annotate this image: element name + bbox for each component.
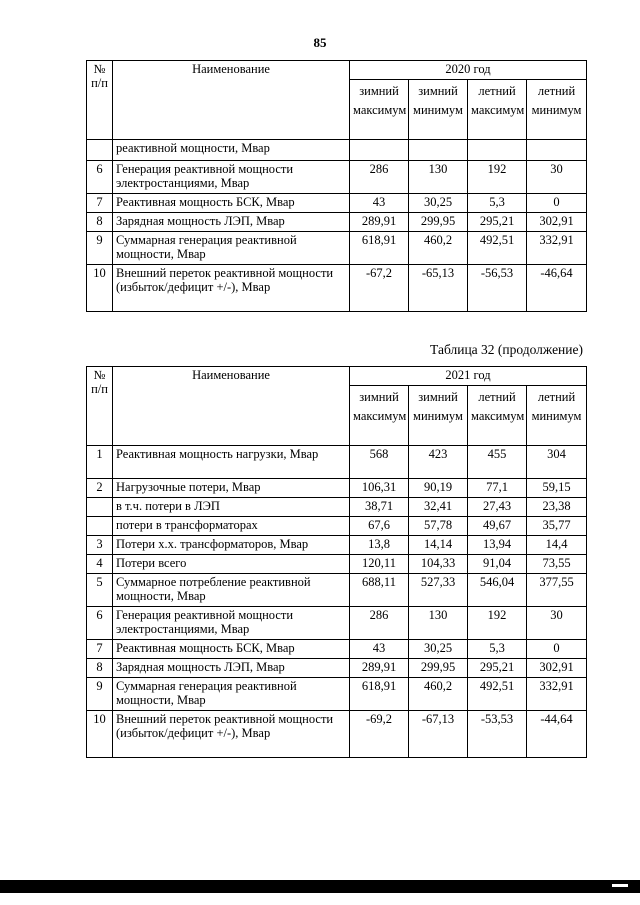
- row-value: 377,55: [527, 574, 587, 607]
- row-value: 527,33: [409, 574, 468, 607]
- row-name: Реактивная мощность БСК, Мвар: [113, 194, 350, 213]
- row-value: 568: [350, 446, 409, 479]
- table-row: [87, 536, 587, 555]
- table-row: [87, 232, 587, 265]
- row-num: 2: [87, 479, 113, 498]
- row-value: 0: [527, 640, 587, 659]
- row-value: 59,15: [527, 479, 587, 498]
- row-value: 104,33: [409, 555, 468, 574]
- table-row: [87, 479, 587, 498]
- row-name: в т.ч. потери в ЛЭП: [113, 498, 350, 517]
- row-value: 13,94: [468, 536, 527, 555]
- row-value: 38,71: [350, 498, 409, 517]
- header-col-3: летний минимум: [527, 386, 587, 446]
- row-value: 332,91: [527, 678, 587, 711]
- header-row: [87, 61, 587, 80]
- header-year: 2020 год: [350, 61, 587, 80]
- row-name: Внешний переток реактивной мощности (избыток/дефицит +/-), Мвар: [113, 711, 350, 758]
- row-name: потери в трансформаторах: [113, 517, 350, 536]
- table-row: [87, 555, 587, 574]
- row-value: 618,91: [350, 678, 409, 711]
- row-value: 618,91: [350, 232, 409, 265]
- row-value: 688,11: [350, 574, 409, 607]
- table-row: [87, 161, 587, 194]
- row-value: 13,8: [350, 536, 409, 555]
- row-name: Зарядная мощность ЛЭП, Мвар: [113, 659, 350, 678]
- row-num: 9: [87, 678, 113, 711]
- row-value: 90,19: [409, 479, 468, 498]
- row-value: 0: [527, 194, 587, 213]
- header-num: № п/п: [87, 61, 113, 140]
- row-value: -67,2: [350, 265, 409, 312]
- table-row: [87, 659, 587, 678]
- reactive-power-table-2021: [86, 366, 587, 758]
- row-value: 304: [527, 446, 587, 479]
- row-value: 302,91: [527, 213, 587, 232]
- row-value: 455: [468, 446, 527, 479]
- table-row: [87, 640, 587, 659]
- row-name: Зарядная мощность ЛЭП, Мвар: [113, 213, 350, 232]
- row-name: Суммарная генерация реактивной мощности, Мвар: [113, 678, 350, 711]
- row-value: 130: [409, 607, 468, 640]
- table-row: [87, 446, 587, 479]
- row-num: 10: [87, 711, 113, 758]
- row-value: -44,64: [527, 711, 587, 758]
- row-value: [409, 140, 468, 161]
- row-value: 14,14: [409, 536, 468, 555]
- row-value: 492,51: [468, 678, 527, 711]
- row-value: 192: [468, 161, 527, 194]
- row-num: 8: [87, 659, 113, 678]
- row-num: 6: [87, 607, 113, 640]
- table-row: [87, 517, 587, 536]
- row-value: 32,41: [409, 498, 468, 517]
- row-name: Генерация реактивной мощности электростанциями, Мвар: [113, 161, 350, 194]
- row-name: Потери всего: [113, 555, 350, 574]
- row-value: 423: [409, 446, 468, 479]
- row-value: 5,3: [468, 194, 527, 213]
- table-caption: Таблица 32 (продолжение): [430, 342, 583, 357]
- row-num: 8: [87, 213, 113, 232]
- row-value: 120,11: [350, 555, 409, 574]
- header-num: № п/п: [87, 367, 113, 446]
- row-num: 1: [87, 446, 113, 479]
- header-name: Наименование: [113, 61, 350, 140]
- table-row: [87, 574, 587, 607]
- row-value: 460,2: [409, 232, 468, 265]
- row-value: 130: [409, 161, 468, 194]
- row-num: 9: [87, 232, 113, 265]
- header-col-1: зимний минимум: [409, 386, 468, 446]
- header-col-3: летний минимум: [527, 80, 587, 140]
- row-value: 27,43: [468, 498, 527, 517]
- table-row: [87, 498, 587, 517]
- row-value: 73,55: [527, 555, 587, 574]
- row-name: Нагрузочные потери, Мвар: [113, 479, 350, 498]
- row-num: [87, 517, 113, 536]
- row-value: 77,1: [468, 479, 527, 498]
- table-row: [87, 607, 587, 640]
- row-value: 57,78: [409, 517, 468, 536]
- row-value: 49,67: [468, 517, 527, 536]
- row-num: [87, 498, 113, 517]
- row-value: -65,13: [409, 265, 468, 312]
- table-row: [87, 265, 587, 312]
- row-value: 295,21: [468, 213, 527, 232]
- row-num: [87, 140, 113, 161]
- row-value: 67,6: [350, 517, 409, 536]
- scan-bottom-bar: [0, 880, 640, 893]
- row-value: -69,2: [350, 711, 409, 758]
- row-value: 43: [350, 640, 409, 659]
- row-value: -67,13: [409, 711, 468, 758]
- row-value: 14,4: [527, 536, 587, 555]
- row-value: 30,25: [409, 194, 468, 213]
- row-value: -53,53: [468, 711, 527, 758]
- row-value: [468, 140, 527, 161]
- table-row: [87, 213, 587, 232]
- row-value: 289,91: [350, 213, 409, 232]
- reactive-power-table-2020: [86, 60, 587, 312]
- table-row: [87, 140, 587, 161]
- scan-mark: [612, 884, 628, 887]
- row-name: Генерация реактивной мощности электростанциями, Мвар: [113, 607, 350, 640]
- page-number: 85: [313, 35, 327, 50]
- row-value: 192: [468, 607, 527, 640]
- row-value: 299,95: [409, 213, 468, 232]
- row-num: 7: [87, 194, 113, 213]
- row-value: [527, 140, 587, 161]
- row-num: 3: [87, 536, 113, 555]
- row-value: 299,95: [409, 659, 468, 678]
- table-row: [87, 194, 587, 213]
- row-value: 30: [527, 161, 587, 194]
- row-value: -46,64: [527, 265, 587, 312]
- row-num: 4: [87, 555, 113, 574]
- row-value: 289,91: [350, 659, 409, 678]
- row-value: -56,53: [468, 265, 527, 312]
- row-num: 10: [87, 265, 113, 312]
- table2-body: [87, 367, 587, 758]
- row-value: 302,91: [527, 659, 587, 678]
- row-name: Суммарная генерация реактивной мощности, Мвар: [113, 232, 350, 265]
- row-value: 460,2: [409, 678, 468, 711]
- row-value: 106,31: [350, 479, 409, 498]
- header-col-1: зимний минимум: [409, 80, 468, 140]
- row-value: 546,04: [468, 574, 527, 607]
- row-value: 295,21: [468, 659, 527, 678]
- row-name: Суммарное потребление реактивной мощности, Мвар: [113, 574, 350, 607]
- row-value: 492,51: [468, 232, 527, 265]
- row-value: 30,25: [409, 640, 468, 659]
- header-year: 2021 год: [350, 367, 587, 386]
- header-col-0: зимний максимум: [350, 80, 409, 140]
- row-value: 23,38: [527, 498, 587, 517]
- header-col-2: летний максимум: [468, 386, 527, 446]
- header-name: Наименование: [113, 367, 350, 446]
- row-name: Внешний переток реактивной мощности (избыток/дефицит +/-), Мвар: [113, 265, 350, 312]
- row-value: 91,04: [468, 555, 527, 574]
- header-row: [87, 367, 587, 386]
- row-name: Потери х.х. трансформаторов, Мвар: [113, 536, 350, 555]
- row-name: Реактивная мощность нагрузки, Мвар: [113, 446, 350, 479]
- table1-body: [87, 61, 587, 312]
- row-value: 286: [350, 161, 409, 194]
- row-value: 35,77: [527, 517, 587, 536]
- row-value: [350, 140, 409, 161]
- row-num: 5: [87, 574, 113, 607]
- row-value: 332,91: [527, 232, 587, 265]
- table-row: [87, 678, 587, 711]
- row-value: 30: [527, 607, 587, 640]
- row-name: реактивной мощности, Мвар: [113, 140, 350, 161]
- header-col-0: зимний максимум: [350, 386, 409, 446]
- row-num: 7: [87, 640, 113, 659]
- row-value: 286: [350, 607, 409, 640]
- row-value: 5,3: [468, 640, 527, 659]
- header-col-2: летний максимум: [468, 80, 527, 140]
- row-value: 43: [350, 194, 409, 213]
- row-name: Реактивная мощность БСК, Мвар: [113, 640, 350, 659]
- row-num: 6: [87, 161, 113, 194]
- table-row: [87, 711, 587, 758]
